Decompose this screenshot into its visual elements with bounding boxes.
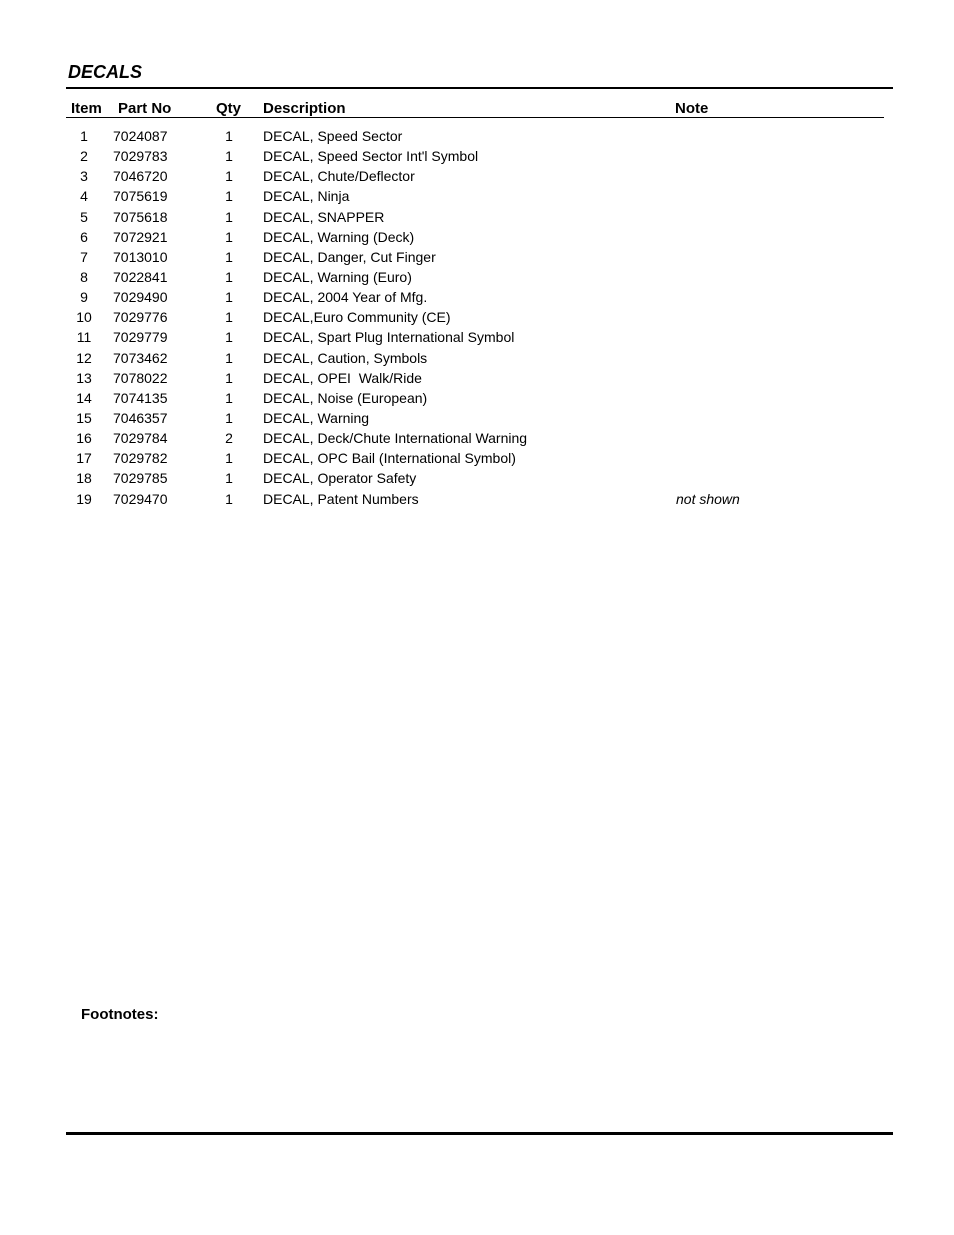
column-header-part-no: Part No bbox=[118, 100, 172, 117]
part-number: 7029490 bbox=[113, 289, 168, 306]
quantity: 1 bbox=[225, 389, 233, 406]
bottom-divider bbox=[66, 1132, 893, 1135]
table-row bbox=[0, 369, 954, 389]
part-number: 7046357 bbox=[113, 409, 168, 426]
quantity: 1 bbox=[225, 450, 233, 467]
table-row bbox=[0, 429, 954, 449]
item-number: 7 bbox=[80, 248, 88, 265]
table-row bbox=[0, 328, 954, 348]
table-row bbox=[0, 147, 954, 167]
quantity: 1 bbox=[225, 409, 233, 426]
table-row bbox=[0, 208, 954, 228]
table-row bbox=[0, 389, 954, 409]
description: DECAL, Deck/Chute International Warning bbox=[263, 430, 528, 447]
item-number: 18 bbox=[76, 470, 92, 487]
note: not shown bbox=[676, 490, 740, 507]
quantity: 1 bbox=[225, 148, 233, 165]
quantity: 1 bbox=[225, 228, 233, 245]
quantity: 1 bbox=[225, 208, 233, 225]
item-number: 10 bbox=[76, 309, 92, 326]
quantity: 1 bbox=[225, 329, 233, 346]
part-number: 7024087 bbox=[113, 128, 168, 144]
column-header-item: Item bbox=[71, 100, 102, 117]
part-number: 7075618 bbox=[113, 208, 168, 225]
parts-table bbox=[0, 127, 954, 510]
table-row bbox=[0, 248, 954, 268]
part-number: 7029783 bbox=[113, 148, 168, 165]
footnotes-label: Footnotes: bbox=[81, 1006, 159, 1023]
table-row bbox=[0, 449, 954, 469]
part-number: 7022841 bbox=[113, 268, 168, 285]
quantity: 1 bbox=[225, 268, 233, 285]
item-number: 15 bbox=[76, 409, 92, 426]
description: DECAL, Warning (Deck) bbox=[263, 228, 415, 245]
item-number: 3 bbox=[80, 168, 88, 185]
description: DECAL, OPEI Walk/Ride bbox=[263, 369, 422, 386]
part-number: 7075619 bbox=[113, 188, 168, 205]
column-header-description: Description bbox=[263, 100, 346, 117]
part-number: 7029779 bbox=[113, 329, 168, 346]
part-number: 7029782 bbox=[113, 450, 168, 467]
column-header-qty: Qty bbox=[216, 100, 242, 117]
item-number: 11 bbox=[76, 329, 92, 346]
item-number: 9 bbox=[80, 289, 88, 306]
quantity: 1 bbox=[225, 248, 233, 265]
quantity: 1 bbox=[225, 128, 233, 144]
item-number: 5 bbox=[80, 208, 88, 225]
table-row bbox=[0, 268, 954, 288]
quantity: 1 bbox=[225, 289, 233, 306]
part-number: 7013010 bbox=[113, 248, 168, 265]
description: DECAL, Ninja bbox=[263, 188, 350, 205]
description: DECAL, Caution, Symbols bbox=[263, 349, 428, 366]
quantity: 1 bbox=[225, 168, 233, 185]
item-number: 4 bbox=[80, 188, 88, 205]
table-row bbox=[0, 167, 954, 187]
quantity: 1 bbox=[225, 470, 233, 487]
quantity: 1 bbox=[225, 188, 233, 205]
item-number: 12 bbox=[76, 349, 92, 366]
table-row bbox=[0, 127, 954, 147]
part-number: 7078022 bbox=[113, 369, 168, 386]
item-number: 13 bbox=[76, 369, 92, 386]
item-number: 14 bbox=[76, 389, 92, 406]
description: DECAL, Speed Sector bbox=[263, 128, 403, 144]
part-number: 7029785 bbox=[113, 470, 168, 487]
item-number: 16 bbox=[76, 430, 92, 447]
description: DECAL, OPC Bail (International Symbol) bbox=[263, 450, 516, 467]
item-number: 8 bbox=[80, 268, 88, 285]
description: DECAL, Warning (Euro) bbox=[263, 268, 412, 285]
part-number: 7072921 bbox=[113, 228, 168, 245]
description: DECAL, Warning bbox=[263, 409, 370, 426]
table-row bbox=[0, 228, 954, 248]
table-row bbox=[0, 409, 954, 429]
part-number: 7074135 bbox=[113, 389, 168, 406]
description: DECAL, Chute/Deflector bbox=[263, 168, 415, 185]
table-row bbox=[0, 349, 954, 369]
table-row bbox=[0, 490, 954, 510]
table-row bbox=[0, 288, 954, 308]
item-number: 1 bbox=[80, 128, 88, 144]
item-number: 6 bbox=[80, 228, 88, 245]
part-number: 7073462 bbox=[113, 349, 168, 366]
header-divider bbox=[66, 117, 884, 118]
item-number: 19 bbox=[76, 490, 92, 507]
description: DECAL, Operator Safety bbox=[263, 470, 417, 487]
description: DECAL,Euro Community (CE) bbox=[263, 309, 451, 326]
item-number: 17 bbox=[76, 450, 92, 467]
description: DECAL, Speed Sector Int'l Symbol bbox=[263, 148, 479, 165]
description: DECAL, SNAPPER bbox=[263, 208, 385, 225]
quantity: 1 bbox=[225, 349, 233, 366]
page-title: DECALS bbox=[68, 62, 143, 82]
column-header-note: Note bbox=[675, 100, 709, 117]
quantity: 1 bbox=[225, 490, 233, 507]
part-number: 7029470 bbox=[113, 490, 168, 507]
description: DECAL, Noise (European) bbox=[263, 389, 428, 406]
title-divider bbox=[66, 87, 893, 89]
description: DECAL, Danger, Cut Finger bbox=[263, 248, 436, 265]
part-number: 7029784 bbox=[113, 430, 168, 447]
description: DECAL, Patent Numbers bbox=[263, 490, 419, 507]
part-number: 7029776 bbox=[113, 309, 168, 326]
quantity: 1 bbox=[225, 369, 233, 386]
table-row bbox=[0, 308, 954, 328]
description: DECAL, Spart Plug International Symbol bbox=[263, 329, 515, 346]
table-row bbox=[0, 469, 954, 489]
item-number: 2 bbox=[80, 148, 88, 165]
quantity: 2 bbox=[225, 430, 233, 447]
description: DECAL, 2004 Year of Mfg. bbox=[263, 289, 428, 306]
table-row bbox=[0, 187, 954, 207]
part-number: 7046720 bbox=[113, 168, 168, 185]
quantity: 1 bbox=[225, 309, 233, 326]
